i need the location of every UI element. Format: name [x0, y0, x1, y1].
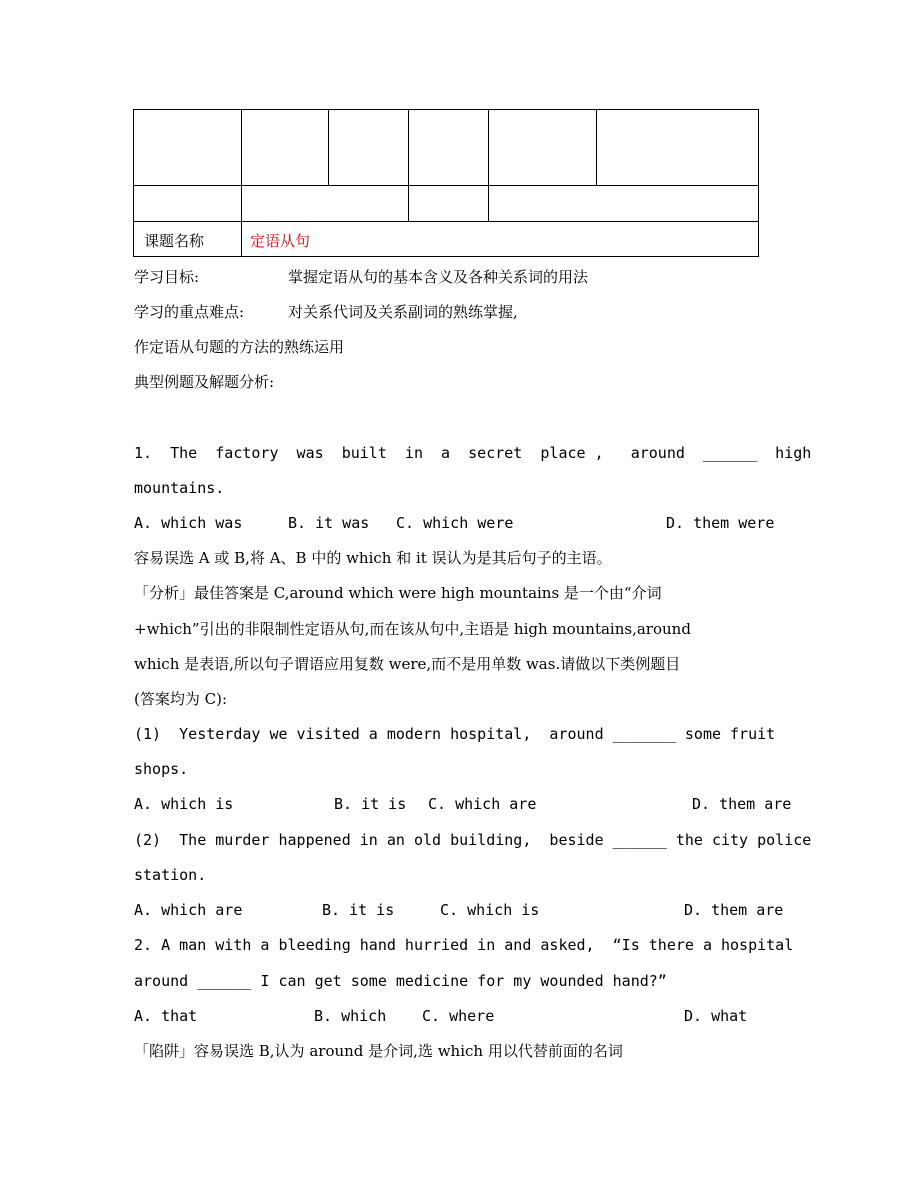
topic-label: 课题名称 [144, 232, 205, 250]
table-col-divider [488, 110, 489, 221]
table-col-divider [596, 110, 597, 185]
q2-option-d: D. what [684, 1007, 748, 1025]
goal-text: 掌握定语从句的基本含义及各种关系词的用法 [288, 268, 589, 286]
q1-option-d: D. them were [666, 514, 775, 532]
q2-option-b: B. which [314, 1007, 387, 1025]
q1-analysis-line4: (答案均为 C): [134, 690, 228, 708]
goal-label: 学习目标: [134, 268, 200, 286]
q1-option-a: A. which was [134, 514, 243, 532]
q1-option-b: B. it was [288, 514, 370, 532]
sub1-stem-line2: shops. [134, 760, 189, 778]
sub2-option-d: D. them are [684, 901, 784, 919]
sub2-option-b: B. it is [322, 901, 395, 919]
sub1-option-d: D. them are [692, 795, 792, 813]
q2-option-c: C. where [422, 1007, 495, 1025]
q2-stem-line2: around ______ I can get some medicine for my wounded hand?” [134, 972, 667, 990]
q2-stem-line1: 2. A man with a bleeding hand hurried in and asked, “Is there a hospital [134, 936, 794, 954]
sub2-stem-line1: (2) The murder happened in an old building, beside ______ the city police [134, 831, 812, 849]
sub1-option-c: C. which are [428, 795, 537, 813]
q1-trap: 容易误选 A 或 B,将 A、B 中的 which 和 it 误认为是其后句子的主语。 [134, 549, 612, 567]
q1-option-c: C. which were [396, 514, 514, 532]
q2-option-a: A. that [134, 1007, 198, 1025]
sub2-option-c: C. which is [440, 901, 540, 919]
q1-analysis-line1: 「分析」最佳答案是 C,around which were high mountains 是一个由“介词 [134, 584, 662, 602]
key-label: 学习的重点难点: [134, 303, 245, 321]
table-col-divider [408, 110, 409, 221]
q2-trap: 「陷阱」容易误选 B,认为 around 是介词,选 which 用以代替前面的名词 [134, 1042, 623, 1060]
sub1-stem-line1: (1) Yesterday we visited a modern hospital, around _______ some fruit [134, 725, 776, 743]
examples-heading: 典型例题及解题分析: [134, 373, 275, 391]
table-row-divider [134, 221, 758, 222]
table-col-divider [241, 221, 242, 257]
topic-value: 定语从句 [250, 232, 311, 250]
q1-stem-line2: mountains. [134, 479, 225, 497]
table-row-divider [134, 185, 758, 186]
table-col-divider [241, 110, 242, 221]
key-text-continued: 作定语从句题的方法的熟练运用 [134, 338, 345, 356]
table-col-divider [328, 110, 329, 185]
sub2-option-a: A. which are [134, 901, 243, 919]
q1-stem-line1: 1. The factory was built in a secret place , around ______ high [134, 444, 812, 462]
key-text: 对关系代词及关系副词的熟练掌握, [288, 303, 518, 321]
sub1-option-b: B. it is [334, 795, 407, 813]
sub2-stem-line2: station. [134, 866, 207, 884]
q1-analysis-line3: which 是表语,所以句子谓语应用复数 were,而不是用单数 was.请做以下类例题目 [134, 655, 681, 673]
q1-analysis-line2: +which”引出的非限制性定语从句,而在该从句中,主语是 high mountains,around [134, 620, 691, 638]
lesson-header-table [133, 109, 759, 257]
sub1-option-a: A. which is [134, 795, 234, 813]
